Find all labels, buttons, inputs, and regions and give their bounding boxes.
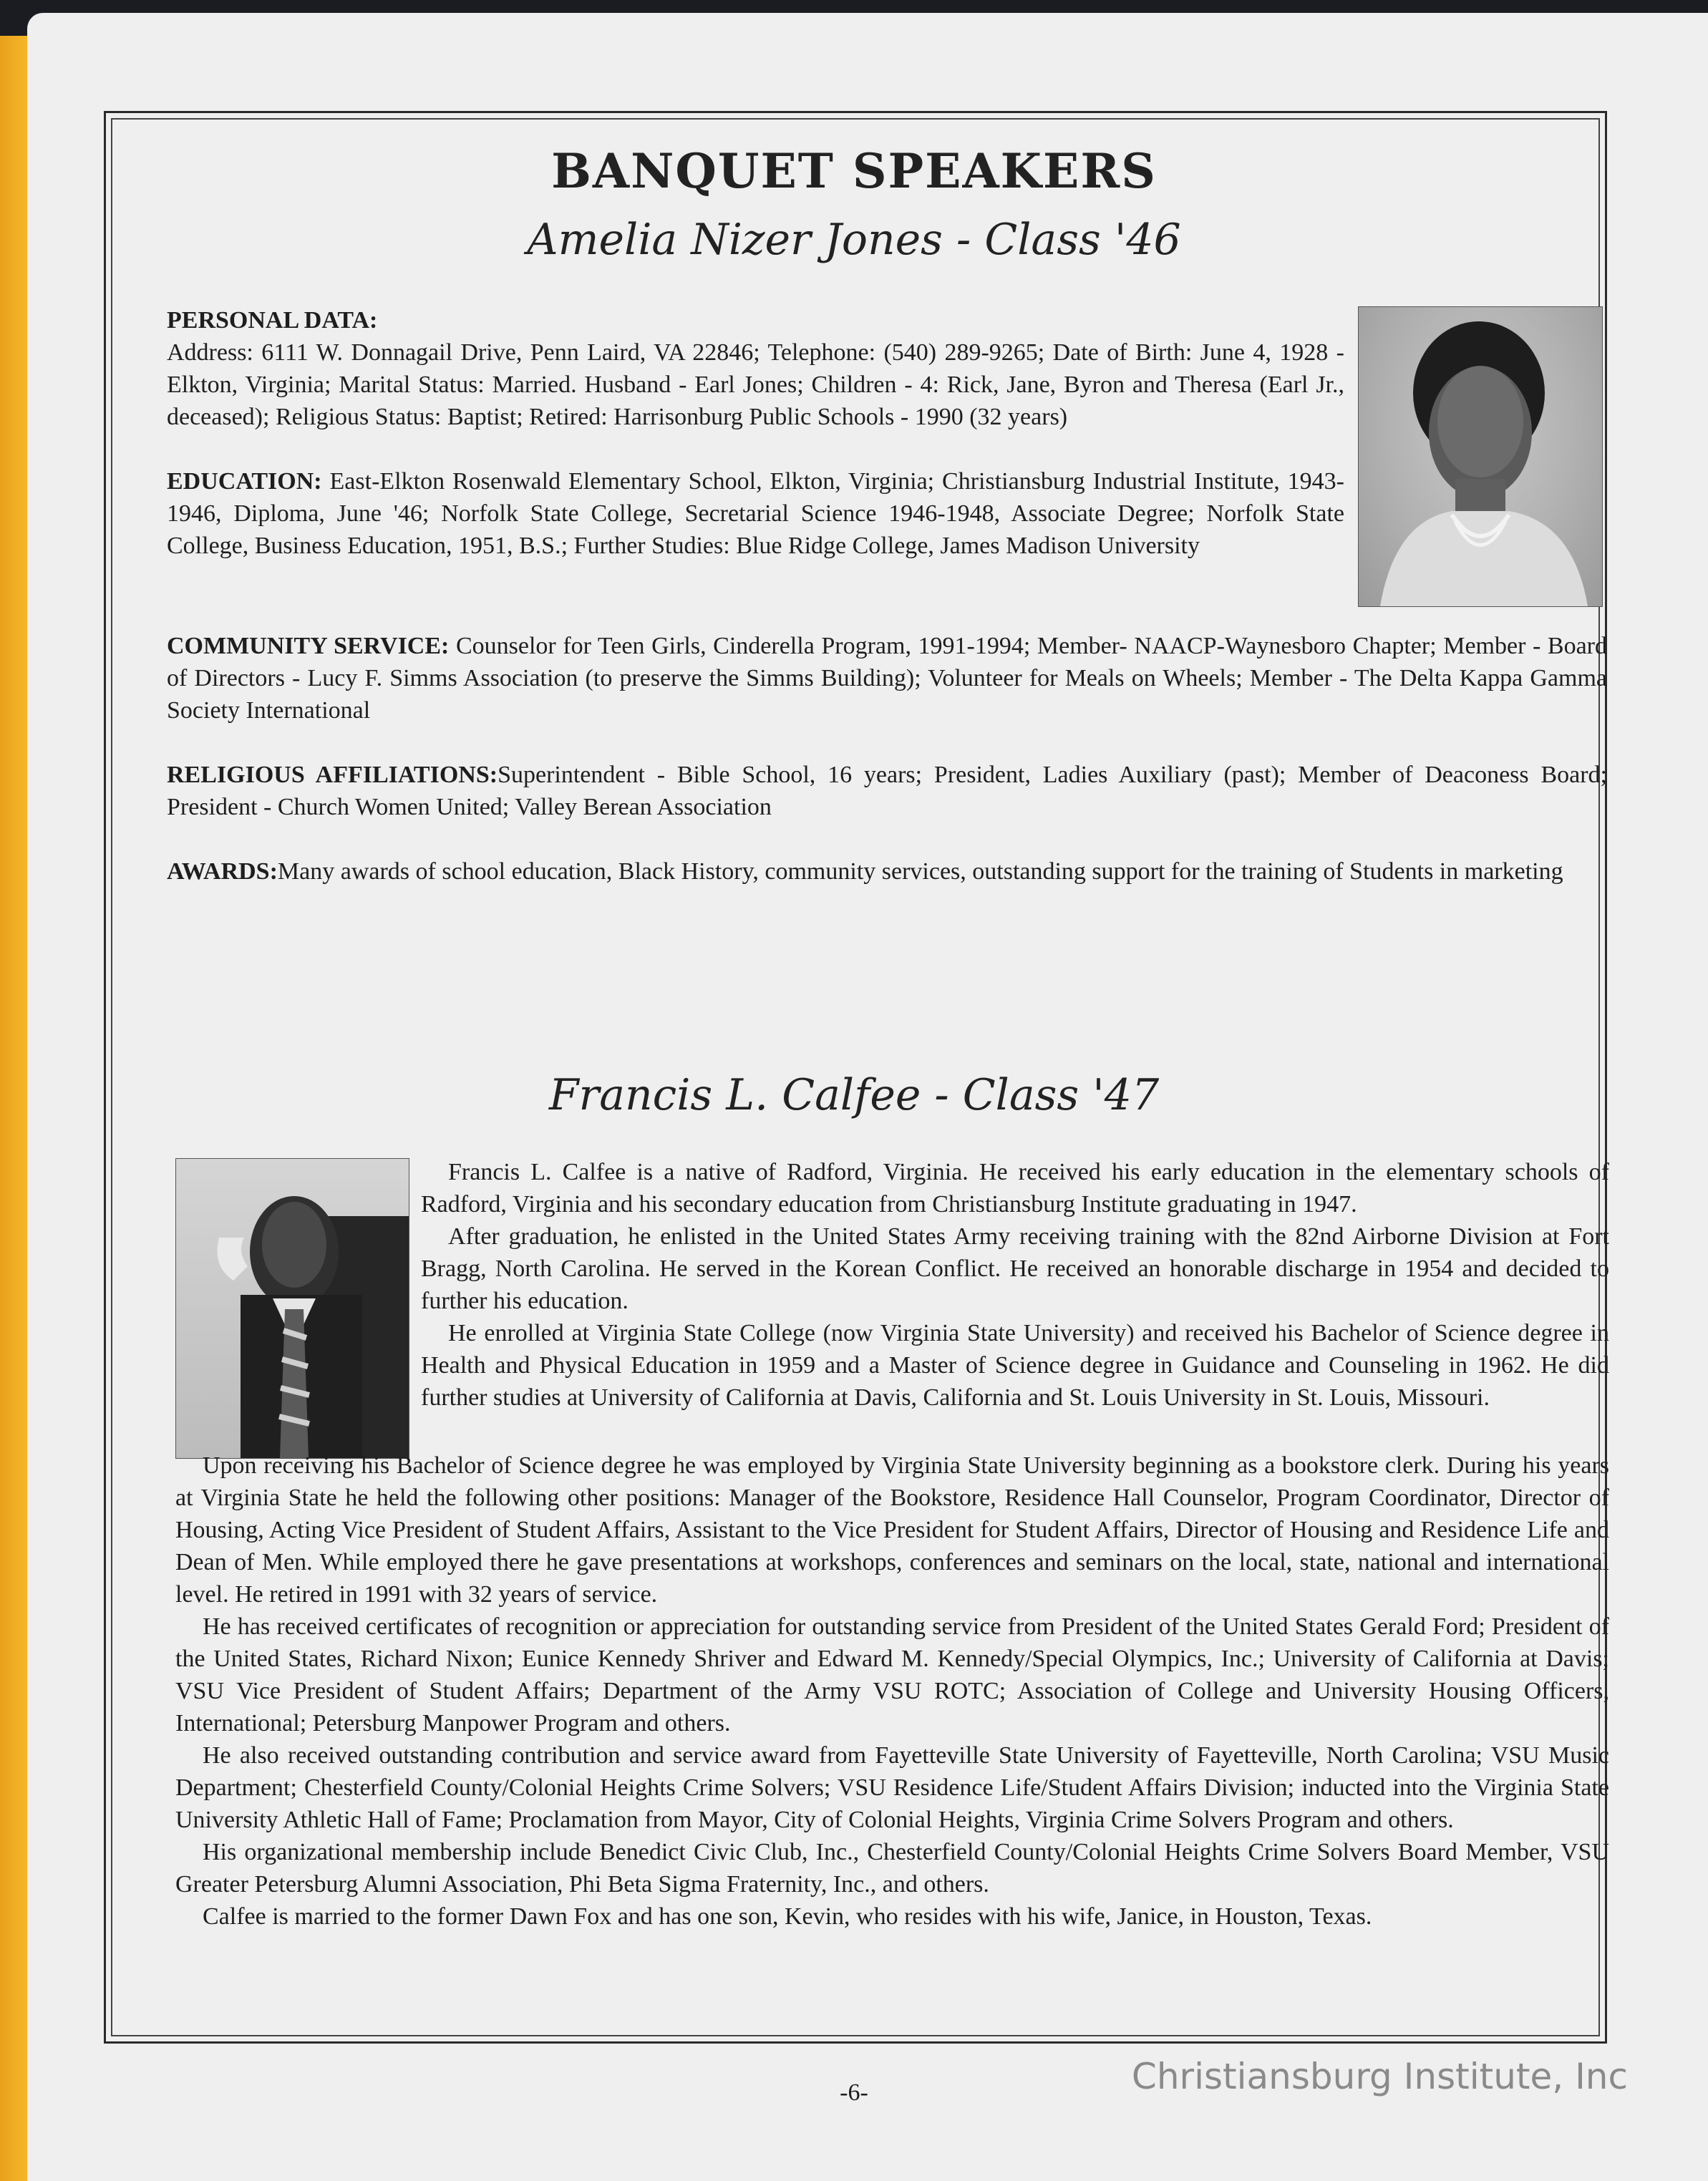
bio-paragraph-1: Francis L. Calfee is a native of Radford, Virginia. He received his early education in the elementary schools of Radford, Virginia and his secondary education from Christiansburg Institute graduating in 1947. [421, 1159, 1609, 1218]
speaker-1-personal-data [167, 304, 1344, 433]
community-heading: COMMUNITY SERVICE: [167, 633, 450, 659]
speaker-2-bio-top [421, 1156, 1609, 1414]
community-text: Counselor for Teen Girls, Cinderella Program, 1991-1994; Member- NAACP-Waynesboro Chapter; Member - Board of Directors - Lucy F. Simms Association (to preserve the Simms Building); Volunteer for Meals on Wheels; Member - The Delta Kappa Gamma Society International [167, 633, 1608, 724]
education-heading: EDUCATION: [167, 468, 322, 495]
page-number: -6- [840, 2079, 868, 2106]
speaker-1-education [167, 465, 1344, 562]
awards-text: Many awards of school education, Black History, community services, outstanding support for the training of Students in marketing [277, 858, 1563, 885]
bio-paragraph-5: He has received certificates of recognition or appreciation for outstanding service from President of the United States Gerald Ford; President of the United States, Richard Nixon; Eunice Kennedy Shriver and Edward M. Kennedy/Special Olympics, Inc.; University of California at Davis; VSU Vice President of Student Affairs; Department of the Army VSU ROTC; Association of College and University Housing Officers, International; Petersburg Manpower Program and others. [175, 1613, 1609, 1736]
personal-data-text: Address: 6111 W. Donnagail Drive, Penn Laird, VA 22846; Telephone: (540) 289-9265; Date of Birth: June 4, 1928 - Elkton, Virginia; Marital Status: Married. Husband - Earl Jones; Children - 4: Rick, Jane, Byron and Theresa (Earl Jr., deceased); Religious Status: Baptist; Retired: Harrisonburg Public Schools - 1990 (32 years) [167, 339, 1344, 430]
awards-heading: AWARDS: [167, 858, 278, 885]
bio-paragraph-4: Upon receiving his Bachelor of Science degree he was employed by Virginia State University beginning as a bookstore clerk. During his years at Virginia State he held the following other positions: Manager of the Bookstore, Residence Hall Counselor, Program Coordinator, Director of Housing, Acting Vice President of Student Affairs, Assistant to the Vice President for Student Affairs, Director of Housing and Residence Life and Dean of Men. While employed there he gave presentations at workshops, conferences and seminars on the local, state, national and international level. He retired in 1991 with 32 years of service. [175, 1452, 1609, 1608]
bio-paragraph-8: Calfee is married to the former Dawn Fox and has one son, Kevin, who resides with his wife, Janice, in Houston, Texas. [203, 1903, 1372, 1930]
personal-data-heading: PERSONAL DATA: [167, 307, 378, 334]
speaker-1-portrait-photo [1358, 306, 1603, 607]
speaker-1-awards [167, 855, 1607, 888]
speaker-1-religious-affiliations [167, 759, 1607, 823]
speaker-1-name: Amelia Nizer Jones - Class '46 [527, 215, 1181, 265]
bio-paragraph-3: He enrolled at Virginia State College (now Virginia State University) and received his Bachelor of Science degree in Health and Physical Education in 1959 and a Master of Science degree in Guidance and Counseling in 1962. He did further studies at University of California at Davis, California and St. Louis University in St. Louis, Missouri. [421, 1320, 1609, 1411]
speaker-2-bio-bottom [175, 1449, 1609, 1933]
education-text: East-Elkton Rosenwald Elementary School, Elkton, Virginia; Christiansburg Industrial Institute, 1943-1946, Diploma, June '46; Norfolk State College, Secretarial Science 1946-1948, Associate Degree; Norfolk State College, Business Education, 1951, B.S.; Further Studies: Blue Ridge College, James Madison University [167, 468, 1344, 559]
religious-text: Superintendent - Bible School, 16 years; President, Ladies Auxiliary (past); Member of Deaconess Board; President - Church Women United; Valley Berean Association [167, 762, 1607, 820]
speaker-2-name: Francis L. Calfee - Class '47 [548, 1070, 1160, 1120]
speaker-1-community-service [167, 630, 1607, 727]
speaker-2-portrait-photo [175, 1158, 409, 1459]
bio-paragraph-2: After graduation, he enlisted in the United States Army receiving training with the 82nd Airborne Division at Fort Bragg, North Carolina. He served in the Korean Conflict. He received an honorable discharge in 1954 and decided to further his education. [421, 1223, 1609, 1314]
bio-paragraph-6: He also received outstanding contribution and service award from Fayetteville State University of Fayetteville, North Carolina; VSU Music Department; Chesterfield County/Colonial Heights Crime Solvers; VSU Residence Life/Student Affairs Division; inducted into the Virginia State University Athletic Hall of Fame; Proclamation from Mayor, City of Colonial Heights, Virginia Crime Solvers Program and others. [175, 1742, 1609, 1833]
bio-paragraph-7: His organizational membership include Benedict Civic Club, Inc., Chesterfield County/Colonial Heights Crime Solvers Board Member, VSU Greater Petersburg Alumni Association, Phi Beta Sigma Fraternity, Inc., and others. [175, 1839, 1609, 1898]
page-title: BANQUET SPEAKERS [551, 143, 1157, 199]
religious-heading: RELIGIOUS AFFILIATIONS: [167, 762, 498, 788]
watermark-text: Christiansburg Institute, Inc [1131, 2056, 1628, 2097]
